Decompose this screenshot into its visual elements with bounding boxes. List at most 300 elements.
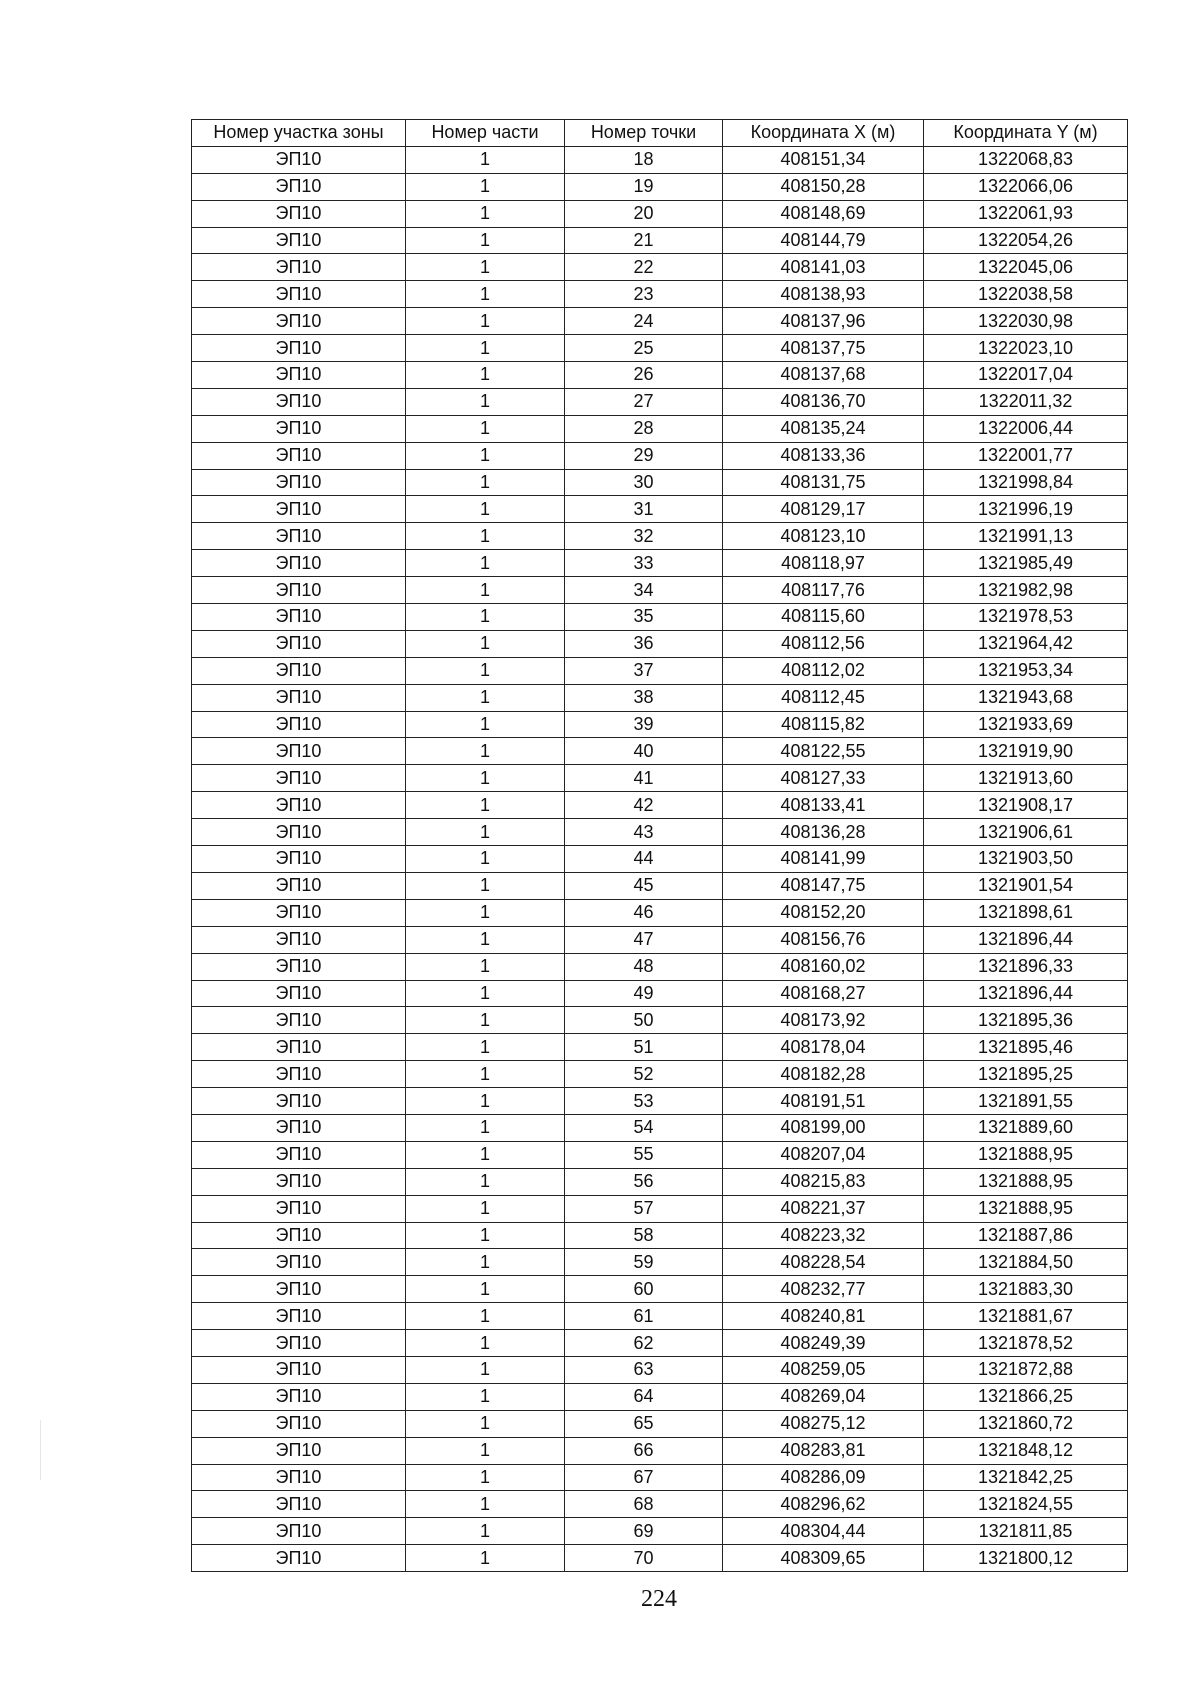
part-number-cell: 1 [406, 630, 565, 657]
zone-plot-cell: ЭП10 [192, 1518, 406, 1545]
coordinate-x-cell: 408182,28 [723, 1061, 924, 1088]
zone-plot-cell: ЭП10 [192, 684, 406, 711]
point-number-cell: 35 [565, 604, 723, 631]
zone-plot-cell: ЭП10 [192, 1007, 406, 1034]
coordinate-y-cell: 1321908,17 [924, 792, 1128, 819]
part-number-cell: 1 [406, 496, 565, 523]
coordinate-y-cell: 1321906,61 [924, 819, 1128, 846]
coordinate-x-cell: 408304,44 [723, 1518, 924, 1545]
coordinate-y-cell: 1321898,61 [924, 899, 1128, 926]
coordinate-x-cell: 408141,03 [723, 254, 924, 281]
zone-plot-cell: ЭП10 [192, 173, 406, 200]
zone-plot-cell: ЭП10 [192, 362, 406, 389]
table-row [192, 281, 1128, 308]
point-number-cell: 36 [565, 630, 723, 657]
point-number-cell: 28 [565, 415, 723, 442]
coordinate-x-cell: 408240,81 [723, 1303, 924, 1330]
part-number-cell: 1 [406, 1088, 565, 1115]
coordinate-y-cell: 1321887,86 [924, 1222, 1128, 1249]
part-number-cell: 1 [406, 899, 565, 926]
zone-plot-cell: ЭП10 [192, 1303, 406, 1330]
coordinate-y-cell: 1322045,06 [924, 254, 1128, 281]
part-number-cell: 1 [406, 469, 565, 496]
table-row [192, 1410, 1128, 1437]
point-number-cell: 63 [565, 1356, 723, 1383]
coordinate-x-cell: 408156,76 [723, 926, 924, 953]
coordinate-x-cell: 408150,28 [723, 173, 924, 200]
coordinate-x-cell: 408207,04 [723, 1141, 924, 1168]
part-number-cell: 1 [406, 1141, 565, 1168]
zone-plot-cell: ЭП10 [192, 926, 406, 953]
point-number-cell: 33 [565, 550, 723, 577]
header-coordinate-x: Координата X (м) [723, 120, 924, 147]
part-number-cell: 1 [406, 577, 565, 604]
part-number-cell: 1 [406, 657, 565, 684]
coordinate-y-cell: 1322023,10 [924, 335, 1128, 362]
table-row [192, 684, 1128, 711]
coordinate-x-cell: 408228,54 [723, 1249, 924, 1276]
coordinate-x-cell: 408112,56 [723, 630, 924, 657]
zone-plot-cell: ЭП10 [192, 1330, 406, 1357]
zone-plot-cell: ЭП10 [192, 200, 406, 227]
coordinate-x-cell: 408269,04 [723, 1383, 924, 1410]
part-number-cell: 1 [406, 442, 565, 469]
coordinate-x-cell: 408137,96 [723, 308, 924, 335]
part-number-cell: 1 [406, 1491, 565, 1518]
point-number-cell: 46 [565, 899, 723, 926]
coordinate-x-cell: 408249,39 [723, 1330, 924, 1357]
coordinate-x-cell: 408118,97 [723, 550, 924, 577]
coordinate-x-cell: 408286,09 [723, 1464, 924, 1491]
coordinate-x-cell: 408131,75 [723, 469, 924, 496]
zone-plot-cell: ЭП10 [192, 1114, 406, 1141]
part-number-cell: 1 [406, 1464, 565, 1491]
coordinate-y-cell: 1321895,25 [924, 1061, 1128, 1088]
zone-plot-cell: ЭП10 [192, 308, 406, 335]
coordinate-y-cell: 1321919,90 [924, 738, 1128, 765]
zone-plot-cell: ЭП10 [192, 415, 406, 442]
coordinate-y-cell: 1321896,44 [924, 980, 1128, 1007]
coordinate-y-cell: 1321978,53 [924, 604, 1128, 631]
table-row [192, 146, 1128, 173]
point-number-cell: 51 [565, 1034, 723, 1061]
coordinate-x-cell: 408309,65 [723, 1545, 924, 1572]
zone-plot-cell: ЭП10 [192, 1222, 406, 1249]
coordinate-y-cell: 1321881,67 [924, 1303, 1128, 1330]
part-number-cell: 1 [406, 792, 565, 819]
point-number-cell: 64 [565, 1383, 723, 1410]
zone-plot-cell: ЭП10 [192, 899, 406, 926]
point-number-cell: 61 [565, 1303, 723, 1330]
zone-plot-cell: ЭП10 [192, 657, 406, 684]
zone-plot-cell: ЭП10 [192, 980, 406, 1007]
table-row [192, 442, 1128, 469]
table-row [192, 1088, 1128, 1115]
table-row [192, 1114, 1128, 1141]
coordinate-y-cell: 1321888,95 [924, 1195, 1128, 1222]
part-number-cell: 1 [406, 980, 565, 1007]
coordinate-x-cell: 408259,05 [723, 1356, 924, 1383]
table-row [192, 1249, 1128, 1276]
point-number-cell: 68 [565, 1491, 723, 1518]
part-number-cell: 1 [406, 1383, 565, 1410]
coordinate-y-cell: 1321883,30 [924, 1276, 1128, 1303]
part-number-cell: 1 [406, 1303, 565, 1330]
coordinate-y-cell: 1322038,58 [924, 281, 1128, 308]
part-number-cell: 1 [406, 227, 565, 254]
coordinate-y-cell: 1321982,98 [924, 577, 1128, 604]
point-number-cell: 20 [565, 200, 723, 227]
coordinate-x-cell: 408275,12 [723, 1410, 924, 1437]
zone-plot-cell: ЭП10 [192, 1141, 406, 1168]
point-number-cell: 26 [565, 362, 723, 389]
point-number-cell: 49 [565, 980, 723, 1007]
coordinate-x-cell: 408136,28 [723, 819, 924, 846]
part-number-cell: 1 [406, 335, 565, 362]
table-row [192, 388, 1128, 415]
coordinate-x-cell: 408115,82 [723, 711, 924, 738]
point-number-cell: 44 [565, 846, 723, 873]
coordinate-x-cell: 408135,24 [723, 415, 924, 442]
table-row [192, 738, 1128, 765]
coordinate-x-cell: 408148,69 [723, 200, 924, 227]
table-row [192, 469, 1128, 496]
zone-plot-cell: ЭП10 [192, 1383, 406, 1410]
table-row [192, 711, 1128, 738]
coordinate-x-cell: 408115,60 [723, 604, 924, 631]
table-row [192, 1491, 1128, 1518]
point-number-cell: 39 [565, 711, 723, 738]
part-number-cell: 1 [406, 1168, 565, 1195]
coordinate-y-cell: 1321824,55 [924, 1491, 1128, 1518]
part-number-cell: 1 [406, 523, 565, 550]
coordinate-y-cell: 1322068,83 [924, 146, 1128, 173]
zone-plot-cell: ЭП10 [192, 1195, 406, 1222]
part-number-cell: 1 [406, 200, 565, 227]
zone-plot-cell: ЭП10 [192, 1034, 406, 1061]
table-row [192, 1437, 1128, 1464]
part-number-cell: 1 [406, 1114, 565, 1141]
table-row [192, 1034, 1128, 1061]
coordinate-y-cell: 1321811,85 [924, 1518, 1128, 1545]
point-number-cell: 21 [565, 227, 723, 254]
point-number-cell: 62 [565, 1330, 723, 1357]
table-row [192, 1464, 1128, 1491]
table-row [192, 335, 1128, 362]
zone-plot-cell: ЭП10 [192, 1061, 406, 1088]
table-row [192, 1195, 1128, 1222]
zone-plot-cell: ЭП10 [192, 765, 406, 792]
zone-plot-cell: ЭП10 [192, 523, 406, 550]
coordinate-x-cell: 408152,20 [723, 899, 924, 926]
coordinate-x-cell: 408138,93 [723, 281, 924, 308]
coordinate-y-cell: 1321896,33 [924, 953, 1128, 980]
coordinate-x-cell: 408215,83 [723, 1168, 924, 1195]
table-row [192, 1141, 1128, 1168]
coordinate-x-cell: 408191,51 [723, 1088, 924, 1115]
point-number-cell: 56 [565, 1168, 723, 1195]
table-row [192, 1356, 1128, 1383]
coordinate-y-cell: 1321878,52 [924, 1330, 1128, 1357]
point-number-cell: 24 [565, 308, 723, 335]
table-row [192, 1061, 1128, 1088]
table-row [192, 604, 1128, 631]
coordinate-y-cell: 1322061,93 [924, 200, 1128, 227]
table-row [192, 254, 1128, 281]
coordinate-y-cell: 1321895,36 [924, 1007, 1128, 1034]
part-number-cell: 1 [406, 819, 565, 846]
zone-plot-cell: ЭП10 [192, 281, 406, 308]
zone-plot-cell: ЭП10 [192, 1088, 406, 1115]
table-row [192, 1518, 1128, 1545]
point-number-cell: 45 [565, 872, 723, 899]
coordinate-y-cell: 1322011,32 [924, 388, 1128, 415]
coordinate-y-cell: 1321860,72 [924, 1410, 1128, 1437]
zone-plot-cell: ЭП10 [192, 1545, 406, 1572]
zone-plot-cell: ЭП10 [192, 496, 406, 523]
part-number-cell: 1 [406, 550, 565, 577]
point-number-cell: 70 [565, 1545, 723, 1572]
zone-plot-cell: ЭП10 [192, 792, 406, 819]
zone-plot-cell: ЭП10 [192, 146, 406, 173]
zone-plot-cell: ЭП10 [192, 1249, 406, 1276]
coordinate-x-cell: 408127,33 [723, 765, 924, 792]
table-row [192, 657, 1128, 684]
table-row [192, 846, 1128, 873]
part-number-cell: 1 [406, 173, 565, 200]
point-number-cell: 54 [565, 1114, 723, 1141]
point-number-cell: 55 [565, 1141, 723, 1168]
coordinate-y-cell: 1321953,34 [924, 657, 1128, 684]
part-number-cell: 1 [406, 1007, 565, 1034]
point-number-cell: 25 [565, 335, 723, 362]
coordinate-x-cell: 408168,27 [723, 980, 924, 1007]
part-number-cell: 1 [406, 1222, 565, 1249]
point-number-cell: 38 [565, 684, 723, 711]
point-number-cell: 29 [565, 442, 723, 469]
part-number-cell: 1 [406, 1034, 565, 1061]
table-row [192, 1276, 1128, 1303]
table-row [192, 819, 1128, 846]
table-row [192, 1303, 1128, 1330]
point-number-cell: 53 [565, 1088, 723, 1115]
point-number-cell: 59 [565, 1249, 723, 1276]
coordinate-y-cell: 1321888,95 [924, 1168, 1128, 1195]
table-row [192, 765, 1128, 792]
table-row [192, 577, 1128, 604]
coordinate-x-cell: 408223,32 [723, 1222, 924, 1249]
point-number-cell: 47 [565, 926, 723, 953]
zone-plot-cell: ЭП10 [192, 819, 406, 846]
table-row [192, 872, 1128, 899]
zone-plot-cell: ЭП10 [192, 1276, 406, 1303]
coordinate-x-cell: 408160,02 [723, 953, 924, 980]
point-number-cell: 43 [565, 819, 723, 846]
part-number-cell: 1 [406, 254, 565, 281]
coordinate-x-cell: 408178,04 [723, 1034, 924, 1061]
header-part-number: Номер части [406, 120, 565, 147]
part-number-cell: 1 [406, 926, 565, 953]
coordinate-x-cell: 408173,92 [723, 1007, 924, 1034]
table-row [192, 1007, 1128, 1034]
part-number-cell: 1 [406, 1330, 565, 1357]
point-number-cell: 58 [565, 1222, 723, 1249]
table-row [192, 1330, 1128, 1357]
header-point-number: Номер точки [565, 120, 723, 147]
coordinate-y-cell: 1322066,06 [924, 173, 1128, 200]
point-number-cell: 34 [565, 577, 723, 604]
coordinate-x-cell: 408117,76 [723, 577, 924, 604]
coordinate-x-cell: 408141,99 [723, 846, 924, 873]
coordinate-x-cell: 408112,45 [723, 684, 924, 711]
part-number-cell: 1 [406, 872, 565, 899]
table-row [192, 1168, 1128, 1195]
point-number-cell: 19 [565, 173, 723, 200]
zone-plot-cell: ЭП10 [192, 846, 406, 873]
coordinate-x-cell: 408296,62 [723, 1491, 924, 1518]
table-row [192, 926, 1128, 953]
part-number-cell: 1 [406, 846, 565, 873]
point-number-cell: 60 [565, 1276, 723, 1303]
zone-plot-cell: ЭП10 [192, 1356, 406, 1383]
coordinate-x-cell: 408221,37 [723, 1195, 924, 1222]
zone-plot-cell: ЭП10 [192, 577, 406, 604]
coordinate-y-cell: 1321996,19 [924, 496, 1128, 523]
zone-plot-cell: ЭП10 [192, 872, 406, 899]
table-row [192, 200, 1128, 227]
zone-plot-cell: ЭП10 [192, 1491, 406, 1518]
coordinate-y-cell: 1322017,04 [924, 362, 1128, 389]
header-zone-plot-number: Номер участка зоны [192, 120, 406, 147]
coordinate-y-cell: 1321889,60 [924, 1114, 1128, 1141]
part-number-cell: 1 [406, 738, 565, 765]
coordinates-table [191, 119, 1128, 1572]
zone-plot-cell: ЭП10 [192, 469, 406, 496]
table-body [192, 146, 1128, 1571]
zone-plot-cell: ЭП10 [192, 711, 406, 738]
table-row [192, 1222, 1128, 1249]
zone-plot-cell: ЭП10 [192, 630, 406, 657]
coordinate-y-cell: 1321943,68 [924, 684, 1128, 711]
coordinate-x-cell: 408133,36 [723, 442, 924, 469]
point-number-cell: 27 [565, 388, 723, 415]
table-row [192, 953, 1128, 980]
point-number-cell: 32 [565, 523, 723, 550]
point-number-cell: 57 [565, 1195, 723, 1222]
coordinate-y-cell: 1321872,88 [924, 1356, 1128, 1383]
part-number-cell: 1 [406, 1061, 565, 1088]
zone-plot-cell: ЭП10 [192, 738, 406, 765]
point-number-cell: 65 [565, 1410, 723, 1437]
part-number-cell: 1 [406, 765, 565, 792]
coordinate-y-cell: 1322006,44 [924, 415, 1128, 442]
table-row [192, 1545, 1128, 1572]
zone-plot-cell: ЭП10 [192, 442, 406, 469]
coordinate-y-cell: 1321903,50 [924, 846, 1128, 873]
table-row [192, 496, 1128, 523]
coordinate-y-cell: 1321991,13 [924, 523, 1128, 550]
part-number-cell: 1 [406, 604, 565, 631]
part-number-cell: 1 [406, 1410, 565, 1437]
point-number-cell: 69 [565, 1518, 723, 1545]
table-row [192, 415, 1128, 442]
coordinate-x-cell: 408133,41 [723, 792, 924, 819]
table-row [192, 899, 1128, 926]
point-number-cell: 66 [565, 1437, 723, 1464]
part-number-cell: 1 [406, 1518, 565, 1545]
point-number-cell: 41 [565, 765, 723, 792]
part-number-cell: 1 [406, 146, 565, 173]
part-number-cell: 1 [406, 308, 565, 335]
zone-plot-cell: ЭП10 [192, 388, 406, 415]
part-number-cell: 1 [406, 362, 565, 389]
part-number-cell: 1 [406, 1249, 565, 1276]
coordinate-y-cell: 1321985,49 [924, 550, 1128, 577]
zone-plot-cell: ЭП10 [192, 1437, 406, 1464]
point-number-cell: 30 [565, 469, 723, 496]
coordinate-y-cell: 1322030,98 [924, 308, 1128, 335]
table-row [192, 792, 1128, 819]
coordinate-y-cell: 1321895,46 [924, 1034, 1128, 1061]
coordinate-x-cell: 408136,70 [723, 388, 924, 415]
table-row [192, 308, 1128, 335]
zone-plot-cell: ЭП10 [192, 1410, 406, 1437]
coordinate-y-cell: 1322001,77 [924, 442, 1128, 469]
coordinate-y-cell: 1321964,42 [924, 630, 1128, 657]
point-number-cell: 37 [565, 657, 723, 684]
part-number-cell: 1 [406, 1437, 565, 1464]
point-number-cell: 40 [565, 738, 723, 765]
coordinate-x-cell: 408151,34 [723, 146, 924, 173]
table-row [192, 173, 1128, 200]
coordinate-x-cell: 408137,68 [723, 362, 924, 389]
point-number-cell: 18 [565, 146, 723, 173]
coordinate-y-cell: 1321800,12 [924, 1545, 1128, 1572]
coordinate-y-cell: 1321901,54 [924, 872, 1128, 899]
coordinate-y-cell: 1322054,26 [924, 227, 1128, 254]
zone-plot-cell: ЭП10 [192, 227, 406, 254]
coordinate-x-cell: 408144,79 [723, 227, 924, 254]
part-number-cell: 1 [406, 415, 565, 442]
point-number-cell: 42 [565, 792, 723, 819]
table-row [192, 362, 1128, 389]
coordinate-x-cell: 408112,02 [723, 657, 924, 684]
part-number-cell: 1 [406, 388, 565, 415]
point-number-cell: 22 [565, 254, 723, 281]
part-number-cell: 1 [406, 1356, 565, 1383]
coordinate-x-cell: 408283,81 [723, 1437, 924, 1464]
part-number-cell: 1 [406, 953, 565, 980]
coordinate-y-cell: 1321933,69 [924, 711, 1128, 738]
coordinate-y-cell: 1321884,50 [924, 1249, 1128, 1276]
zone-plot-cell: ЭП10 [192, 1168, 406, 1195]
scan-margin-mark [40, 1420, 41, 1480]
coordinate-y-cell: 1321842,25 [924, 1464, 1128, 1491]
zone-plot-cell: ЭП10 [192, 1464, 406, 1491]
zone-plot-cell: ЭП10 [192, 953, 406, 980]
coordinate-x-cell: 408147,75 [723, 872, 924, 899]
zone-plot-cell: ЭП10 [192, 604, 406, 631]
part-number-cell: 1 [406, 1545, 565, 1572]
part-number-cell: 1 [406, 684, 565, 711]
coordinate-y-cell: 1321891,55 [924, 1088, 1128, 1115]
header-coordinate-y: Координата Y (м) [924, 120, 1128, 147]
coordinate-y-cell: 1321896,44 [924, 926, 1128, 953]
coordinate-x-cell: 408137,75 [723, 335, 924, 362]
point-number-cell: 52 [565, 1061, 723, 1088]
table-header-row [192, 120, 1128, 147]
coordinate-x-cell: 408123,10 [723, 523, 924, 550]
